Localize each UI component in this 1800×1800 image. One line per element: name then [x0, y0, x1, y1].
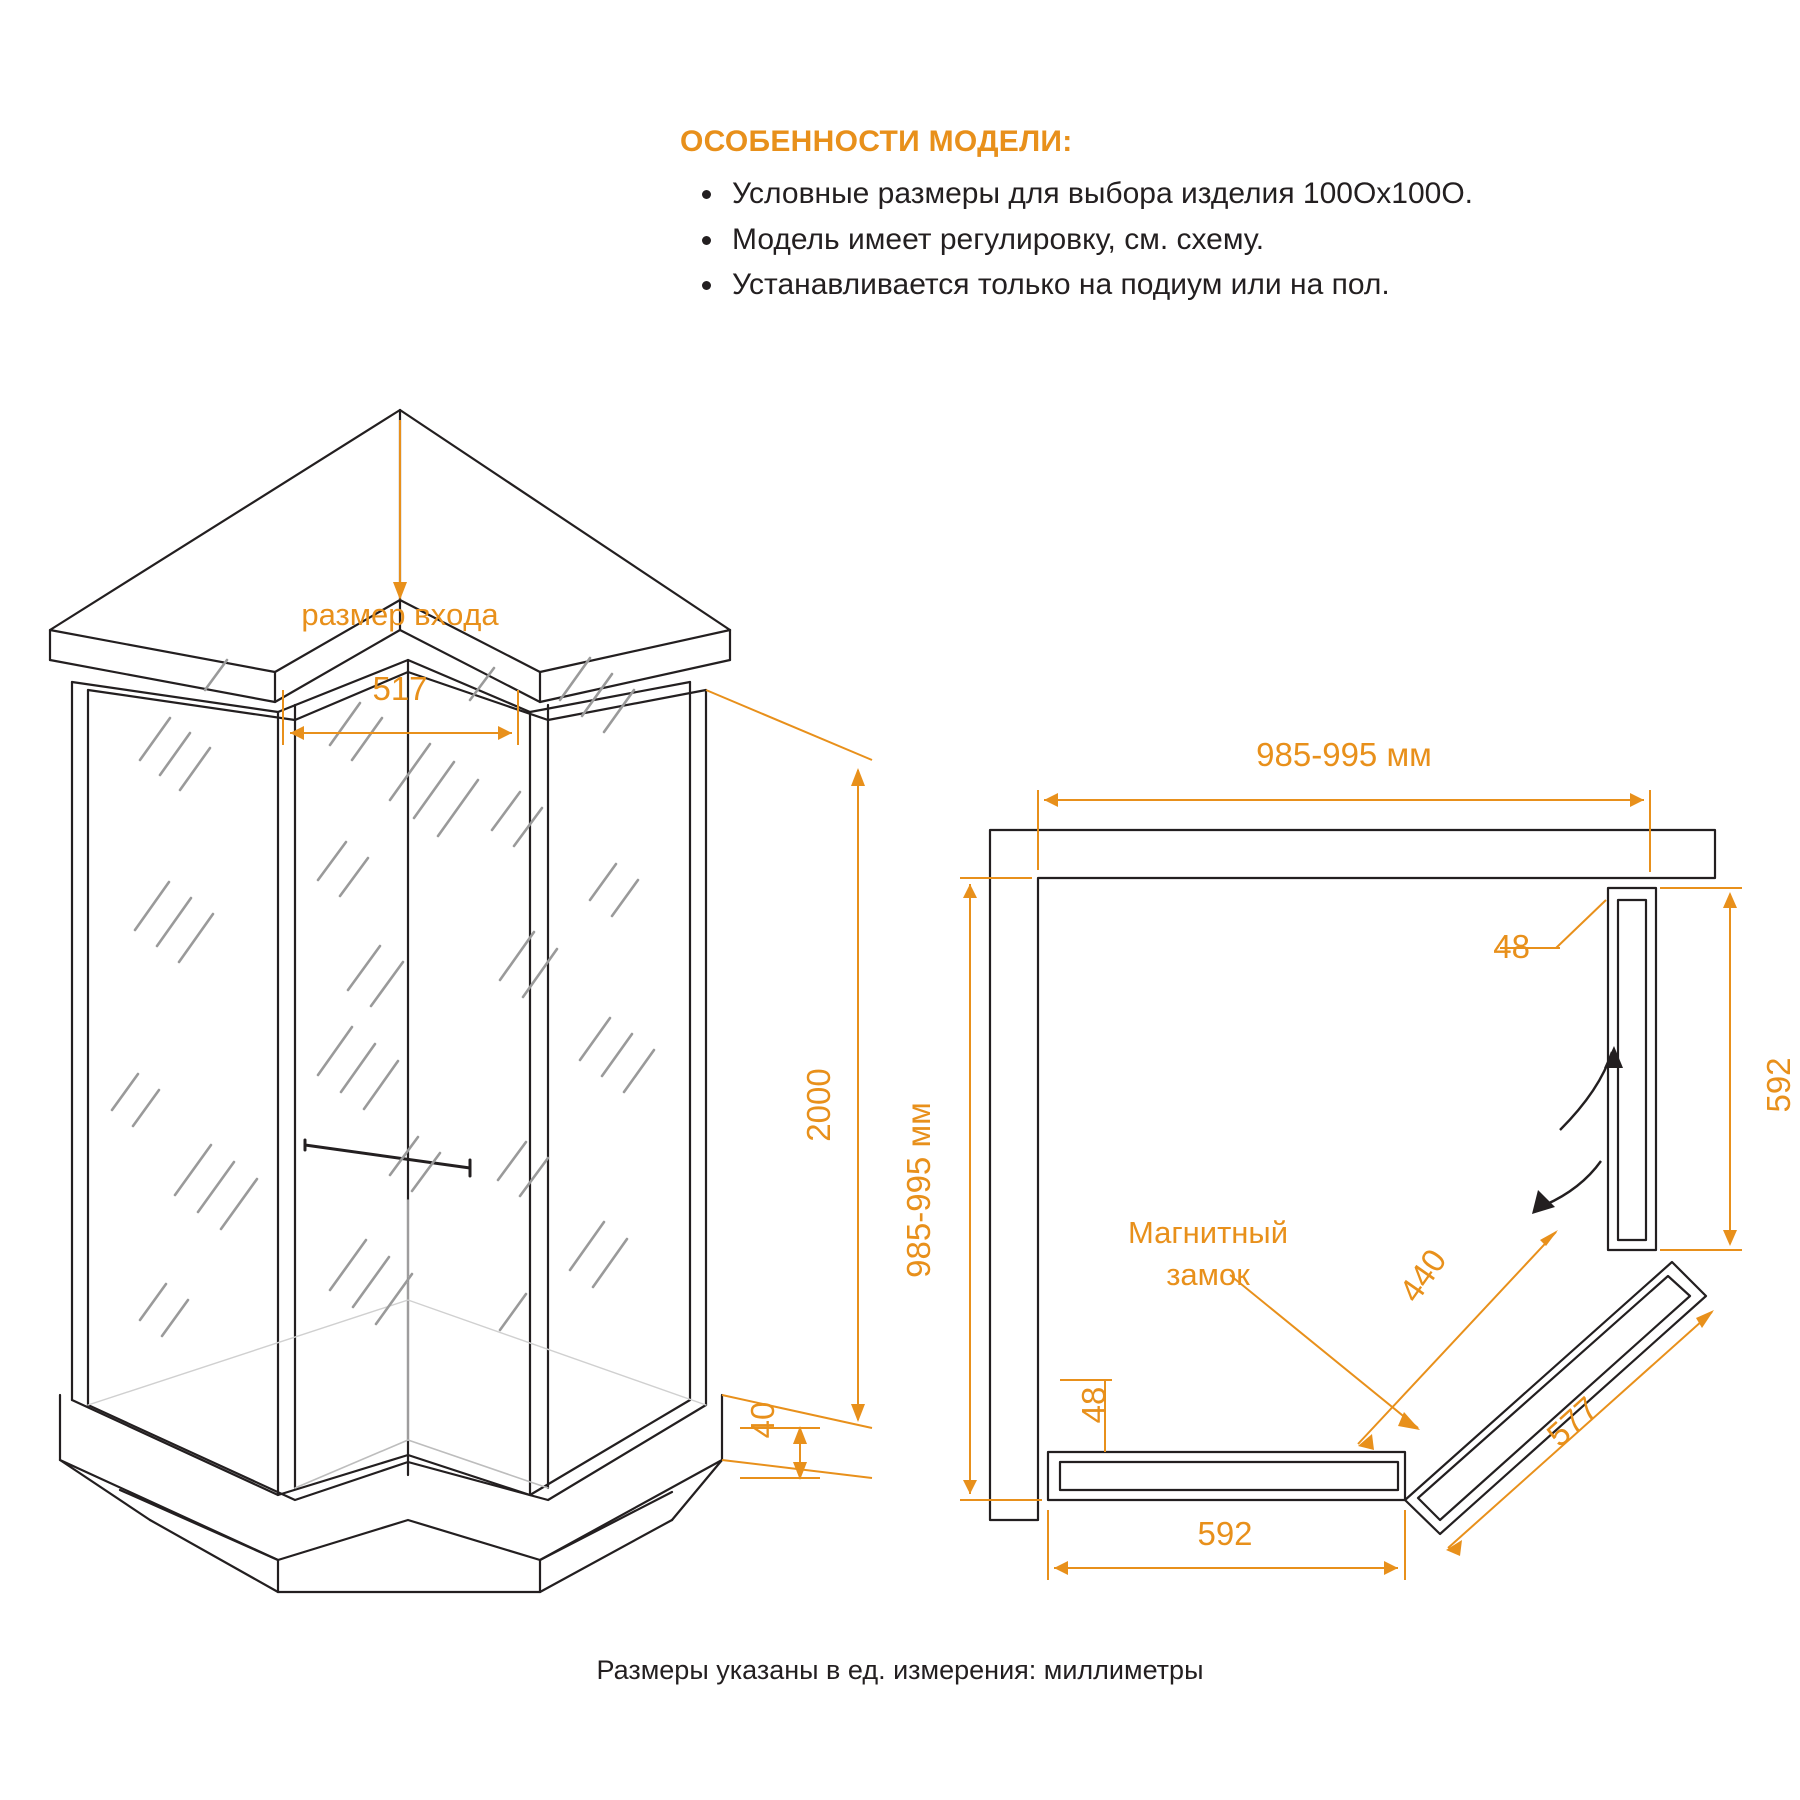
plan-door-height-label: 592 — [1760, 1057, 1797, 1113]
magnet-label-line2: замок — [1166, 1257, 1250, 1292]
plan-side-height-label: 985-995 мм — [900, 1102, 937, 1278]
tray-corner-verticals — [278, 1560, 540, 1592]
plan-top-width-label: 985-995 мм — [1256, 736, 1432, 773]
door-handle — [305, 1140, 470, 1176]
footer-note: Размеры указаны в ед. измерения: миллиметры — [596, 1655, 1204, 1685]
plan-right-profile-inner — [1618, 900, 1646, 1240]
entrance-value: 517 — [372, 670, 428, 707]
glass-bottom-rail2 — [88, 1405, 706, 1500]
plan-view-labels — [900, 736, 1797, 1552]
tray-outline — [60, 1395, 722, 1560]
plan-bottom-width-label: 592 — [1197, 1515, 1253, 1552]
plan-profile-bottom-label: 48 — [1075, 1386, 1112, 1424]
floor-fold — [295, 1440, 548, 1488]
glass-reflection-marks — [112, 658, 654, 1336]
plan-diagonal-door-inner — [1418, 1276, 1690, 1520]
plan-diagonal-door — [1405, 1262, 1706, 1534]
plan-bottom-profile — [1048, 1452, 1405, 1500]
feature-item: Условные размеры для выбора изделия 100Ox100O. — [732, 173, 1680, 216]
tray-bevel — [60, 1460, 722, 1520]
feature-item: Устанавливается только на подиум или на пол. — [732, 264, 1680, 307]
plan-right-profile — [1608, 888, 1656, 1250]
base-value: 40 — [744, 1401, 781, 1439]
plan-bottom-profile-inner — [1060, 1462, 1398, 1490]
magnet-label-line1: Магнитный — [1127, 1215, 1289, 1250]
height-value: 2000 — [800, 1068, 837, 1142]
feature-item: Модель имеет регулировку, см. схему. — [732, 219, 1680, 262]
plan-view — [990, 830, 1715, 1534]
floor-back — [88, 1300, 706, 1405]
left-view-dimensions — [283, 420, 872, 1480]
plan-outer-diag-label: 577 — [1539, 1389, 1606, 1454]
left-view-labels — [301, 597, 837, 1438]
plan-profile-top-label: 48 — [1493, 928, 1530, 965]
entrance-label: размер вхoда — [301, 597, 499, 632]
swing-arc-2 — [1545, 1161, 1601, 1205]
plan-inner-diag-label: 440 — [1391, 1242, 1454, 1309]
features-title: ОСОБЕННОСТИ МОДЕЛИ: — [680, 125, 1073, 158]
swing-arc — [1560, 1052, 1612, 1130]
swing-arrow-up — [1604, 1046, 1623, 1068]
glass-bottom-rail — [72, 1400, 690, 1495]
